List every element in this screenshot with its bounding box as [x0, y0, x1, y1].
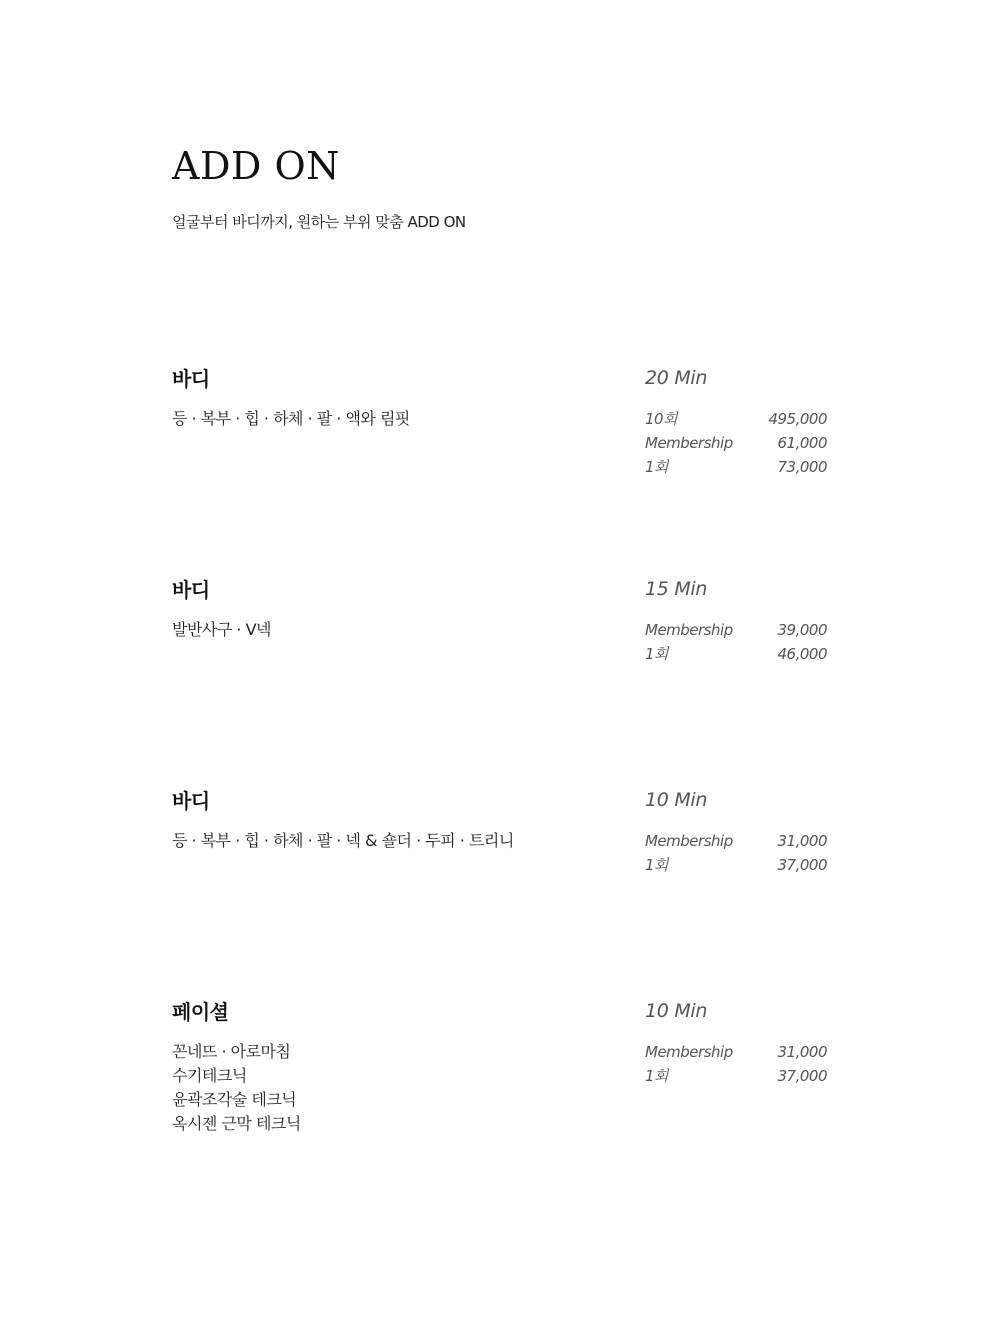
price-value: 73,000	[777, 458, 827, 476]
section-description	[172, 407, 410, 431]
price-list	[645, 618, 835, 666]
price-row	[645, 642, 835, 666]
price-label: Membership	[645, 621, 733, 639]
price-value: 31,000	[777, 832, 827, 850]
section-title: 바디	[172, 367, 210, 391]
section-description	[172, 618, 271, 642]
description-line: 발반사구 · V넥	[172, 620, 271, 639]
price-label: Membership	[645, 434, 733, 452]
price-label: 1회	[645, 645, 669, 663]
price-list	[645, 829, 835, 877]
price-row	[645, 618, 835, 642]
price-value: 46,000	[777, 645, 827, 663]
price-row	[645, 1064, 835, 1088]
description-line: 꼰네뜨 · 아로마침	[172, 1042, 291, 1061]
section-title: 바디	[172, 789, 210, 813]
description-line: 옥시젠 근막 테크닉	[172, 1114, 301, 1133]
price-label: 1회	[645, 458, 669, 476]
price-value: 61,000	[777, 434, 827, 452]
price-row	[645, 455, 835, 479]
section-description	[172, 829, 514, 853]
section-duration: 20 Min	[645, 367, 708, 389]
section-title: 페이셜	[172, 1000, 229, 1024]
page-title: ADD ON	[172, 144, 340, 188]
price-label: 10회	[645, 410, 678, 428]
price-label: Membership	[645, 832, 733, 850]
description-line: 등 · 복부 · 힙 · 하체 · 팔 · 액와 림핏	[172, 409, 410, 428]
description-line: 윤곽조각술 테크닉	[172, 1090, 297, 1109]
price-value: 39,000	[777, 621, 827, 639]
price-label: 1회	[645, 856, 669, 874]
price-value: 37,000	[777, 1067, 827, 1085]
price-label: Membership	[645, 1043, 733, 1061]
section-description	[172, 1040, 301, 1136]
section-title: 바디	[172, 578, 210, 602]
page-subtitle: 얼굴부터 바디까지, 원하는 부위 맞춤 ADD ON	[172, 213, 466, 231]
section-duration: 10 Min	[645, 789, 708, 811]
section-duration: 15 Min	[645, 578, 708, 600]
price-list	[645, 407, 835, 479]
price-row	[645, 1040, 835, 1064]
price-label: 1회	[645, 1067, 669, 1085]
description-line: 등 · 복부 · 힙 · 하체 · 팔 · 넥 & 숄더 · 두피 · 트리니	[172, 831, 514, 850]
section-duration: 10 Min	[645, 1000, 708, 1022]
price-value: 37,000	[777, 856, 827, 874]
price-row	[645, 407, 835, 431]
price-value: 31,000	[777, 1043, 827, 1061]
price-row	[645, 853, 835, 877]
description-line: 수기테크닉	[172, 1066, 247, 1085]
price-value: 495,000	[768, 410, 827, 428]
price-list	[645, 1040, 835, 1088]
price-row	[645, 431, 835, 455]
price-row	[645, 829, 835, 853]
